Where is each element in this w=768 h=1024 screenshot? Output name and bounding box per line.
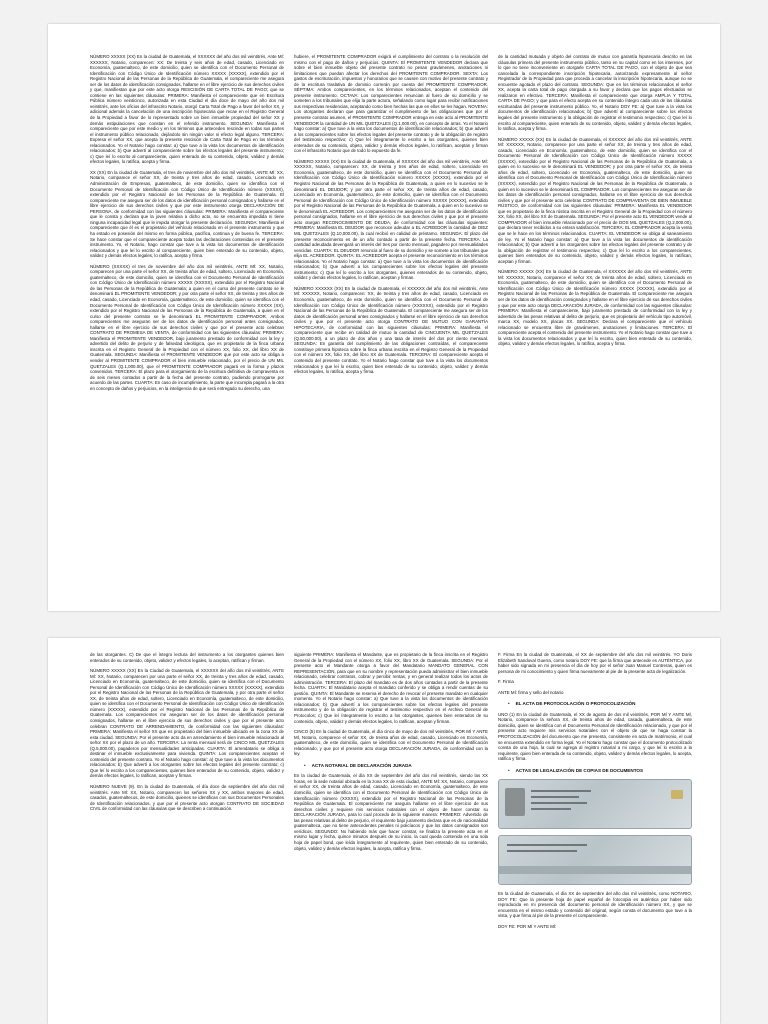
paragraph: NÚMERO XXXXX (XX) En la ciudad de Guatemala, el XXXXXX del año dos mil veintitrés, Ante MÍ: XXXXXX, Notario, comparecen: XX, de treinta y tres años de edad, soltero, Licenciado en Economía, guatemalteco, de este domicilio, quien se identifica con el Documento Personal de Identificación con Código Único de Identificación número XXXXX (XXXXX), extendido por el Registro Nacional de las Personas de la República de Guatemala, a quien en lo sucesivo se le denominará EL DEUDOR; y por otra parte el señor XX, de treinta años de edad, casado, Licenciado en Economía, guatemalteco, de este domicilio, quien se identifica con el Documento Personal de Identificación con Código Único de Identificación número XXXXX (XXXXX), extendido por el Registro Nacional de las Personas de la República de Guatemala, a quien en lo sucesivo se le denominará EL ACREEDOR. Los comparecientes me aseguran ser de los datos de identificación personal consignados, hallarse en el libre ejercicio de sus derechos civiles y que por el presente acto otorgan RECONOCIMIENTO DE DEUDA, de conformidad con las cláusulas siguientes: PRIMERA: Manifiesta EL DEUDOR que reconoce adeudar a EL ACREEDOR la cantidad de DIEZ MIL QUETZALES (Q.10,000.00), la cual recibió en calidad de préstamo. SEGUNDA: El plazo del presente reconocimiento es de un año contado a partir de la presente fecha. TERCERA: La cantidad adeudada devengará un interés del tres por ciento mensual, pagadero por mensualidades vencidas. CUARTA: EL DEUDOR renuncia al fuero de su domicilio y se somete a los tribunales que elija EL ACREEDOR. QUINTA: EL ACREEDOR acepta el presente reconocimiento en los términos relacionados. Yo el Notario hago constar: a) Que tuve a la vista los documentos de identificación relacionados; b) Que advertí a los comparecientes sobre los efectos legales del presente instrumento; c) Que leí lo escrito a los otorgantes, quienes enterados de su contenido, objeto, validez y demás efectos legales, lo ratifican, aceptan y firman. [294, 158, 488, 281]
paragraph: CINCO (5) En la ciudad de Guatemala, el día cinco de mayo de dos mil veintitrés, POR MÍ Y ANTE MÍ, Notario, comparece el señor XX, de treinta años de edad, casado, Licenciado en Economía, guatemalteco, de este domicilio, quien se identifica con el Documento Personal de Identificación relacionado, y que por el presente acto otorga DECLARACIÓN JURADA, de conformidad con la ley. [294, 729, 488, 757]
document-page-1 [48, 24, 720, 611]
column-2 [294, 652, 488, 1018]
paragraph: UNO (1) En la ciudad de Guatemala, el XX de agosto de dos mil veintitrés, POR MÍ Y ANTE MÍ, Notario, comparece la señora XX, de treinta años de edad, casada, guatemalteca, de este domicilio, quien se identifica con el Documento Personal de Identificación relacionado, y que por el presente acto requiere mis servicios notariales con el objeto de que se haga constar la PROTOCOLIZACIÓN del documento que me presenta, consistente en acta de matrimonio, el cual se encuentra extendido en forma legal. Yo el Notario hago constar que el documento protocolizado consta de una hoja, la cual se agrega al registro notarial a mi cargo, y que leí lo escrito a la requirente, quien bien enterada de su contenido, objeto, validez y demás efectos legales, lo acepta, ratifica y firma. [498, 711, 692, 762]
paragraph: hubiere, el PROMITENTE COMPRADOR exigirá el cumplimiento del contrato o la resolución del mismo con el pago de daños y perjuicios. QUINTA: El PROMITENTE VENDEDOR declara que sobre el bien inmueble objeto del presente contrato no pesan gravámenes, anotaciones ni limitaciones que puedan afectar los derechos del PROMITENTE COMPRADOR. SEXTA: Los gastos de escrituración, impuestos y honorarios que se causen con motivo del presente contrato y de la escritura traslativa de dominio correrán por cuenta del PROMITENTE COMPRADOR. SÉPTIMA: Ambos comparecientes, en los términos relacionados, aceptan el contenido del presente instrumento. OCTAVA: Los comparecientes renuncian al fuero de su domicilio y se someten a los tribunales que elija la parte actora, señalando como lugar para recibir notificaciones sus respectivas residencias, aceptando como bien hechas las que en ellos se les hagan. NOVENA: Los otorgantes declaran que para garantizar el cumplimiento de las obligaciones que por el presente contrato asumen, el PROMITENTE COMPRADOR entrega en este acto al PROMITENTE VENDEDOR la cantidad de UN MIL QUETZALES (Q.1,000.00), en concepto de arras. Yo el Notario hago constar: a) Que tuve a la vista los documentos de identificación relacionados; b) Que advertí a los comparecientes sobre los efectos legales del presente contrato y de la obligación de registro del testimonio respectivo; c) Que leí íntegramente lo escrito a los otorgantes, quienes bien enterados de su contenido, objeto, validez y demás efectos legales, lo ratifican, aceptan y firman con el infrascrito Notario que de todo lo expuesto da fe. [294, 54, 488, 154]
text-columns [90, 54, 692, 605]
notary-signature-line: ANTE MÍ: firma y sello del notario [498, 689, 564, 695]
column-2 [294, 54, 488, 605]
closing-line: DOY FE: POR MÍ Y ANTE MÍ: [498, 924, 557, 930]
id-card-front-image [498, 779, 692, 829]
paragraph: NÚMERO NUEVE (9). En la ciudad de Guatemala, el día doce de septiembre del año dos mil veintitrés. Ante MÍ: XX, Notario, comparecen los señores XX y XX, ambos mayores de edad, casados, guatemaltecos, de este domicilio, quienes se identifican con sus Documentos Personales de Identificación relacionados, y que por el presente acto otorgan CONTRATO DE SOCIEDAD CIVIL de conformidad con las cláusulas que se describen a continuación. [90, 784, 284, 812]
paragraph: siguiente PRIMERA: Manifiesta el Mandante, que es propietario de la finca inscrita en el Registro General de la Propiedad con el número XX, folio XX, libro XX de Guatemala. SEGUNDA: Por el presente acto el Mandante otorga a favor del Mandatario MANDATO GENERAL CON REPRESENTACIÓN, para que en su nombre y representación pueda administrar el bien inmueble relacionado, celebrar contratos, cobrar y percibir rentas, y en general realizar todos los actos de administración. TERCERA: El plazo del mandato es de dos años contados a partir de la presente fecha. CUARTA: El Mandatario acepta el mandato conferido y se obliga a rendir cuentas de su gestión. QUINTA: El Mandante se reserva el derecho de revocar el presente mandato en cualquier momento. Yo el Notario hago constar: a) Que tuve a la vista los documentos de identificación relacionados; b) Que advertí a los comparecientes sobre los efectos legales del presente instrumento y de la obligación de registrar el testimonio respectivo en el Archivo General de Protocolos; c) Que leí íntegramente lo escrito a los otorgantes, quienes bien enterados de su contenido, objeto, validez y demás efectos legales, lo ratifican, aceptan y firman. [294, 652, 488, 724]
column-3 [498, 54, 692, 605]
paragraph: NÚMERO XXXXX (XX) En la ciudad de Guatemala, el XXXXXX del año dos mil veintitrés, ANTE MÍ: XXXXXX, Notario, comparece el señor XX, de treinta años de edad, soltero, Licenciado en Economía, guatemalteco, de este domicilio, quien se identifica con el Documento Personal de Identificación con Código Único de Identificación número XXXXX (XXXXX), extendido por el Registro Nacional de las Personas de la República de Guatemala. El compareciente me asegura ser de los datos de identificación consignados y hallarse en el libre ejercicio de sus derechos civiles y que por este acto otorga DECLARACIÓN JURADA, de conformidad con las siguientes cláusulas: PRIMERA: Manifiesta el compareciente, bajo juramento prestado de conformidad con la ley y advertido de las penas relativas al delito de perjurio, que es propietario del vehículo tipo automóvil, marca XX, modelo XX, placas XX. SEGUNDA: Declara el compareciente que el vehículo relacionado se encuentra libre de gravámenes, anotaciones y limitaciones. TERCERA: El compareciente acepta el contenido del presente instrumento. Yo el Notario hago constar que tuve a la vista los documentos relacionados y que leí lo escrito, quien bien enterado de su contenido, objeto, validez y demás efectos legales, lo ratifica, acepta y firma. [498, 269, 692, 347]
column-1 [90, 652, 284, 1018]
column-3 [498, 652, 692, 1018]
paragraph: NÚMERO XXXXXX (XX) En la ciudad de Guatemala, el XXXXXX del año dos mil veintitrés, Ante MÍ: XXXXXX, Notario, comparecen: XX, de treinta y tres años de edad, casado, Licenciado en Economía, guatemalteco, de este domicilio, quien se identifica con el Documento Personal de Identificación con Código Único de Identificación número (XXXXXX), extendido por el Registro Nacional de las Personas de la República de Guatemala. El compareciente me asegura ser de los datos de identificación personal antes consignados y hallarse en el libre ejercicio de sus derechos civiles y que por el presente acto otorga CONTRATO DE MUTUO CON GARANTÍA HIPOTECARIA, de conformidad con las siguientes cláusulas: PRIMERA: Manifiesta el compareciente que recibe en calidad de mutuo la cantidad de CINCUENTA MIL QUETZALES (Q.50,000.00), a un plazo de dos años y una tasa de interés del dos por ciento mensual. SEGUNDA: En garantía del cumplimiento de las obligaciones contraídas, el compareciente constituye primera hipoteca sobre la finca urbana inscrita en el Registro General de la Propiedad con el número XX, folio XX, del libro XX de Guatemala. TERCERA: El compareciente acepta el contenido del presente contrato. Yo el Notario hago constar que tuve a la vista los documentos relacionados y que leí lo escrito, quien bien enterado de su contenido, objeto, validez y demás efectos legales, lo ratifica, acepta y firma. [294, 285, 488, 375]
section-heading: • EL ACTA DE PROTOCOLACIÓN O PROTOCOLIZACIÓN [508, 701, 692, 707]
document-page-2 [48, 638, 720, 1024]
paragraph: NÚMERO XXXXX (XX) En la ciudad de Guatemala, el XXXXXX del año dos mil veintitrés, Ante MÍ: XXXXXX, Notario, comparecen: XX: De treinta y seis años de edad, casado, Licenciado en Economía, guatemalteco, de este domicilio, quien se identifica con el Documento Personal de Identificación con Código Único de Identificación número XXXXX (XXXXX), extendido por el Registro Nacional de las Personas de la República de Guatemala, el compareciente me asegura ser de los datos de identificación consignados, hallarse en el libre ejercicio de sus derechos civiles y que, manifiestan que por este acto otorga RESCISIÓN DE CARTA TOTAL DE PAGO; que se contiene en las siguientes cláusulas: PRIMERA: Manifiesta el compareciente que en Escritura Pública número veinticinco, autorizada en esta Ciudad el día doce de mayo del año dos mil veintitrés, ante los oficios del infrascrito Notario, otorgó Carta Total de Pago a favor del señor XX, y adicional además la cancelación de una inscripción hipotecaria que recae en el Registro General de la Propiedad a favor de lo representado sobre un bien inmueble propiedad del señor XX y demás estipulaciones que constan en el referido instrumento. SEGUNDA: Manifiesta el compareciente que por este medio y en los términos que anteceden rescinde en todas sus partes el instrumento público relacionado, dejándolo sin ningún valor ni efecto legal alguno. TERCERA: Expresa el señor XX, que acepta la presente rescisión de Carta Total de Pago en los términos relacionados. Yo el Notario hago constar: a) Que tuve a la vista los documentos de identificación relacionados; b) Que advertí al compareciente sobre los efectos legales del presente instrumento; c) Que leí lo escrito al compareciente, quien enterado de su contenido, objeto, validez y demás efectos legales, lo ratifica, acepta y firma. [90, 54, 284, 165]
chip-icon [671, 790, 683, 799]
section-heading: • ACTAS DE LEGALIZACIÓN DE COPIAS DE DOCUMENTOS [508, 768, 692, 774]
id-card-back-image [498, 835, 692, 885]
paragraph: F. Firma En la ciudad de Guatemala, el XX de septiembre del año dos mil veintitrés. YO Doris Elizabeth Sandoval Guerra, como notario DOY FE: que la firma que antecede es AUTÉNTICA, por haber sido signada en mi presencia el día de hoy por el señor Juan Manuel Contreras, quien es persona de mi conocimiento y quien firma nuevamente al pie de la presente acta de legalización. [498, 652, 692, 674]
paragraph: NÚMERO (XXXXX) el tres de noviembre del año dos mil veintitrés, ANTE MÍ: XX, Notario, comparecen por una parte el señor XX, de treinta años de edad, soltero, Licenciado en Economía, guatemalteco, de este domicilio, quien se identifica con el Documento Personal de Identificación con Código Único de Identificación número XXXXX (XXXXX), extendido por el Registro Nacional de las Personas de la República de Guatemala; a quien en el curso del presente contrato se le denominará EL PROMITENTE VENDEDOR; y por otra parte el señor XX, de treinta y tres años de edad, casado, Licenciado en Economía, guatemalteco, de este domicilio, quien se identifica con el Documento Personal de Identificación con Código Único de Identificación número XXXXX (XX), extendido por el Registro Nacional de las Personas de la República de Guatemala, a quien en el curso del presente contrato se le denominará EL PROMITENTE COMPRADOR. Ambos comparecientes me aseguran ser de los datos de identificación personal antes consignados, hallarse en el libre ejercicio de sus derechos civiles y que por el presente acto celebran CONTRATO DE PROMESA DE VENTA, de conformidad con las siguientes cláusulas: PRIMERA: Manifiesta el PROMITENTE VENDEDOR, bajo juramento prestado de conformidad con la ley y advertido del delito de perjurio y de falsedad ideológica, que es propietario de la finca urbana inscrita en el Registro General de la Propiedad con el número XX, folio XX, del libro XX de Guatemala. SEGUNDA: Manifiesta el PROMITENTE VENDEDOR que por este acto se obliga a vender al PROMITENTE COMPRADOR el bien inmueble relacionado, por el precio de UN MIL QUETZALES (Q.1,000.00), que el PROMITENTE COMPRADOR pagará en la forma y plazos convenidos. TERCERA: El plazo para el otorgamiento de la escritura definitiva de compraventa es de seis meses contados a partir de la fecha del presente contrato, pudiendo prorrogarse por acuerdo de las partes. CUARTA: En caso de incumplimiento, la parte que incumpla pagará a la otra en concepto de daños y perjuicios, en la inteligencia de que será entregado su derecho, una [90, 263, 284, 391]
paragraph: NÚMERO XXXXX (XX) En la Ciudad de Guatemala, el XXXXXX del año dos mil veintitrés, ANTE MÍ: XX, Notario, comparecen por una parte el señor XX, de treinta y tres años de edad, casado, Licenciado en Economía, guatemalteco, de este domicilio, quien se identifica con el Documento Personal de Identificación con Código Único de Identificación número XXXXX (XXXXX), extendido por el Registro Nacional de las Personas de la República de Guatemala, y por otra parte el señor XX, de treinta años de edad, soltero, Licenciado en Economía, guatemalteco, de este domicilio, quien se identifica con el Documento Personal de Identificación con Código Único de Identificación número (XXXXX), extendido por el Registro Nacional de las Personas de la República de Guatemala. Los comparecientes me aseguran ser de los datos de identificación personal consignados, hallarse en el libre ejercicio de sus derechos civiles y que por el presente acto celebran CONTRATO DE ARRENDAMIENTO, de conformidad con las siguientes cláusulas: PRIMERA: Manifiesta el señor XX que es propietario del bien inmueble ubicado en la zona XX de esta ciudad. SEGUNDA: Por el presente acto da en arrendamiento el bien inmueble relacionado al señor XX por el plazo de un año. TERCERA: La renta mensual será de CINCO MIL QUETZALES (Q.5,000.00), pagaderos por mensualidades anticipadas. CUARTA: El arrendatario se obliga a destinar el inmueble exclusivamente para vivienda. QUINTA: Los comparecientes aceptan el contenido del presente contrato. Yo el Notario hago constar: a) Que tuve a la vista los documentos relacionados; b) Que advertí a los otorgantes sobre los efectos legales del presente contrato; c) Que leí lo escrito a los comparecientes, quienes bien enterados de su contenido, objeto, validez y demás efectos legales, lo ratifican, aceptan y firman. [90, 668, 284, 779]
column-1 [90, 54, 284, 605]
paragraph: NÚMERO XXXXX (XX) En la ciudad de Guatemala, el XXXXXX del año dos mil veintitrés, ANTE MÍ: XXXXXX, Notario, comparece por una parte el señor XX, de treinta y tres años de edad, casado, Licenciado en Economía, guatemalteco, de este domicilio, quien se identifica con el Documento Personal de Identificación con Código Único de Identificación número XXXXX (XXXXX), extendido por el Registro Nacional de las Personas de la República de Guatemala, a quien en lo sucesivo se le denominará EL VENDEDOR; y por otra parte el señor XX, de treinta años de edad, soltero, Licenciado en Economía, guatemalteco, de este domicilio, quien se identifica con el Documento Personal de Identificación con Código Único de Identificación número (XXXXX), extendido por el Registro Nacional de las Personas de la República de Guatemala, a quien en lo sucesivo se le denominará EL COMPRADOR. Los comparecientes me aseguran ser de los datos de identificación personal consignados, hallarse en el libre ejercicio de sus derechos civiles y que por el presente acto celebran CONTRATO DE COMPRAVENTA DE BIEN INMUEBLE RÚSTICO, de conformidad con las siguientes cláusulas: PRIMERA: Manifiesta EL VENDEDOR que es propietario de la finca rústica inscrita en el Registro General de la Propiedad con el número XX, folio XX, del libro XX de Guatemala. SEGUNDA: Por el presente acto EL VENDEDOR vende al COMPRADOR el bien inmueble relacionado por el precio de DOS MIL QUETZALES (Q.2,000.00), que declara tener recibidos a su entera satisfacción. TERCERA: EL COMPRADOR acepta la venta que se le hace en los términos relacionados. CUARTA: EL VENDEDOR se obliga al saneamiento de ley. Yo el Notario hago constar: a) Que tuve a la vista los documentos de identificación relacionados; b) Que advertí a los otorgantes sobre los efectos legales del presente contrato y de la obligación de registrar el testimonio respectivo; c) Que leí lo escrito a los comparecientes, quienes bien enterados de su contenido, objeto, validez y demás efectos legales, lo ratifican, aceptan y firman. [498, 136, 692, 264]
mrz-stripe [499, 866, 691, 874]
paragraph: de las otorgantes. C) De que el íntegro lectura del instrumento a los otorgantes quienes bien enterados de su contenido, objeto, validez y efectos legales, lo aceptan, ratifican y firman. [90, 652, 284, 663]
paragraph: XX (XX) En la ciudad de Guatemala, el tres de noviembre del año dos mil veintitrés, ANTE MÍ: XX, Notario, comparece el señor XX, de treinta y tres años de edad, casado, Licenciado en Administración de Empresas, guatemalteco, de este domicilio, quien se identifica con el Documento Personal de Identificación con Código Único de Identificación número (XXXXX), extendido por el Registro Nacional de las Personas de la República de Guatemala. El compareciente me asegura ser de los datos de identificación personal consignados y hallarse en el libre ejercicio de sus derechos civiles y que por este instrumento otorga DECLARACIÓN DE PERSONA, de conformidad con las siguientes cláusulas: PRIMERA: Manifiesta el compareciente que le consta y declara que la joven relativa a dicho acto, no se encuentra impedida ni tiene ninguna incapacidad legal que le impida otorgar la presente declaración. SEGUNDA: Manifiesta el compareciente que él es el propietario del vehículo relacionado en el presente instrumento y que ha estado en posesión del mismo en forma pública, pacífica, continua y de buena fe. TERCERA: Se hace constar que el compareciente acepta todas las declaraciones contenidas en el presente instrumento. Yo, el Notario, hago constar que tuve a la vista los documentos de identificación relacionados y que leí lo escrito al compareciente, quien bien enterado de su contenido, objeto, validez y demás efectos legales, lo ratifica, acepta y firma. [90, 169, 284, 259]
paragraph: de la cantidad mutuada y objeto del contrato de mutuo con garantía hipotecaria descrito en las cláusulas primera del presente instrumento público, tanto en su capital como en los intereses, por lo que no tiene inconveniente en otorgarle CARTA TOTAL DE PAGO, con el objeto de que sea cancelada la correspondiente inscripción hipotecaria, autorizando expresamente al señor Registrador de la Propiedad para que proceda a cancelar la inscripción hipotecaria, aunque no se encuentre agotado el plazo del contrato. SEGUNDA: Que en los términos relacionados el señor XX, acepta la carta total de pago otorgada a su favor y declara que los pagos efectuados se realizaron en efectivo. TERCERA: Manifiesta el compareciente que otorga AMPLIA Y TOTAL CARTA DE PAGO; y que para el efecto acepta en su contenido íntegro cada una de las cláusulas escrituradas del presente instrumento público. Yo, el Notario DOY FE: a) Que tuve a la vista los documentos de identificación relacionados; b) Que advertí al compareciente sobre los efectos legales del presente instrumento y la obligación de registrar el testimonio respectivo; c) Que leí lo escrito al compareciente, quien enterado de su contenido, objeto, validez y demás efectos legales, lo ratifica, acepta y firma. [498, 54, 692, 132]
paragraph: En la ciudad de Guatemala, el día XX de septiembre del año dos mil veintitrés, como NOTARIO, DOY FE: Que la presente hoja de papel español de fotocopia es auténtica por haber sido reproducida en mi presencia del documento personal de identificación número XX, y que se encuentra en el mismo estado y contenido del original, según consta el documento que tuve a la vista, y que firma al pie de la presente el compareciente. [498, 891, 692, 919]
id-photo [505, 788, 525, 816]
signature-line: F. Firma [498, 679, 514, 685]
paragraph: En la ciudad de Guatemala, el día XX de septiembre del año dos mil veintitrés, siendo las XX horas, en la sede notarial ubicada en la zona XX de esta ciudad, ANTE MÍ: XX, Notario, comparece el señor XX, de treinta años de edad, casado, Licenciado en Economía, guatemalteco, de este domicilio, quien se identifica con el Documento Personal de Identificación con Código Único de Identificación número (XXXXX), extendido por el Registro Nacional de las Personas de la República de Guatemala. El compareciente me asegura hallarse en el libre ejercicio de sus derechos civiles y requiere mis servicios notariales con el objeto de hacer constar su DECLARACIÓN JURADA, para lo cual procedo de la siguiente manera: PRIMERO: Advertido de las penas relativas al delito de perjurio, el requirente bajo juramento declara que es de nacionalidad guatemalteca, que no tiene antecedentes penales ni policíacos y que los datos consignados son verídicos. SEGUNDO: No habiendo más que hacer constar, se finaliza la presente acta en el mismo lugar y fecha, quince minutos después de su inicio, la cual queda contenida en una sola hoja de papel bond, que leída íntegramente al requirente, quien bien enterado de su contenido, objeto, validez y demás efectos legales, la acepta, ratifica y firma. [294, 773, 488, 851]
text-columns [90, 652, 692, 1018]
section-heading: • ACTA NOTARIAL DE DECLARACIÓN JURADA [304, 763, 488, 769]
id-card-copies [498, 779, 692, 885]
